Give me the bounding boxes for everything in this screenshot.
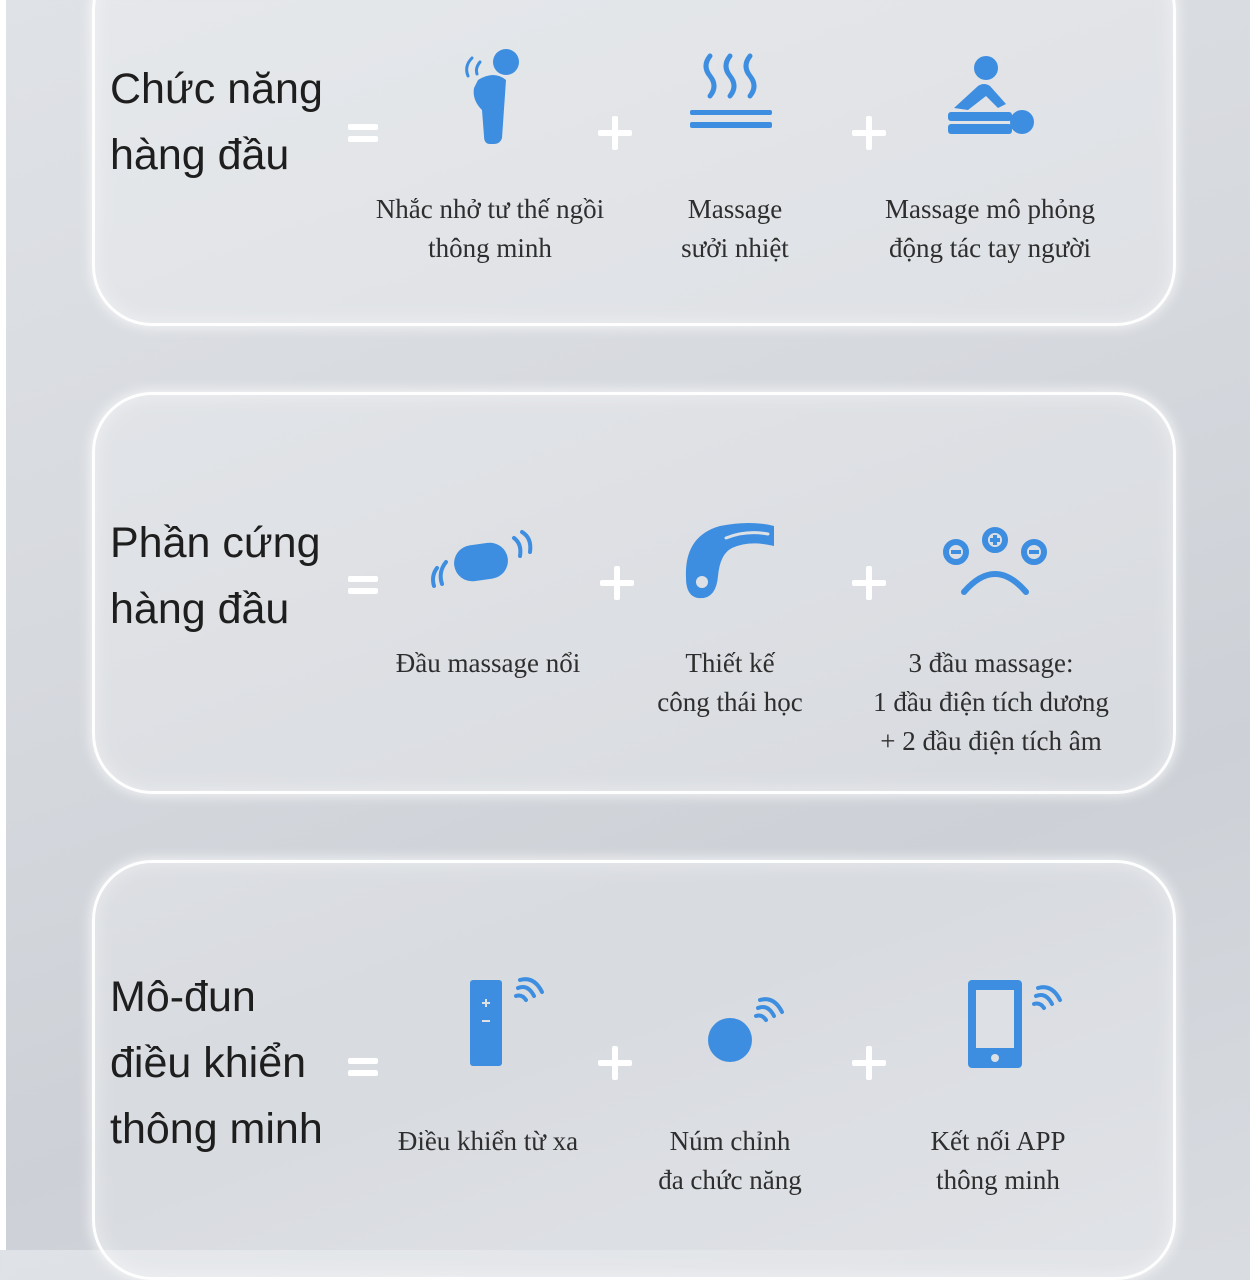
posture-person-icon xyxy=(450,40,540,150)
feature-label: Đầu massage nổi xyxy=(395,648,581,678)
left-edge-strip xyxy=(0,0,6,1250)
knob-icon xyxy=(702,990,788,1070)
plus-sign xyxy=(852,1046,886,1080)
feature-label: Núm chỉnh đa chức năng xyxy=(658,1126,802,1195)
smartphone-icon xyxy=(964,976,1064,1072)
feature-label: Điều khiển từ xa xyxy=(397,1126,579,1156)
equals-sign xyxy=(348,120,384,146)
plus-sign xyxy=(852,566,886,600)
feature-label: Nhắc nhở tư thế ngồi thông minh xyxy=(375,194,605,263)
section-title-smart-control: Mô-đun điều khiển thông minh xyxy=(110,973,323,1153)
equals-sign xyxy=(348,572,384,598)
plus-sign xyxy=(598,116,632,150)
heat-waves-icon xyxy=(686,48,776,138)
feature-label: Thiết kế công thái học xyxy=(657,648,803,717)
plus-sign xyxy=(852,116,886,150)
section-title-top-features: Chức năng hàng đầu xyxy=(110,65,323,179)
three-heads-icon xyxy=(940,526,1050,596)
remote-control-icon xyxy=(466,976,548,1070)
floating-head-icon xyxy=(426,526,538,596)
equals-sign xyxy=(348,1054,384,1080)
plus-sign xyxy=(600,566,634,600)
plus-sign xyxy=(598,1046,632,1080)
hand-massage-person-icon xyxy=(944,50,1040,140)
section-title-top-hardware: Phần cứng hàng đầu xyxy=(110,519,321,633)
feature-label: Kết nối APP thông minh xyxy=(930,1126,1066,1195)
feature-label: Massage sưởi nhiệt xyxy=(681,194,789,263)
ergonomic-neck-icon xyxy=(680,516,780,602)
feature-label: Massage mô phỏng động tác tay người xyxy=(885,194,1095,263)
feature-label: 3 đầu massage: 1 đầu điện tích dương + 2 đầu điện tích âm xyxy=(873,648,1109,756)
